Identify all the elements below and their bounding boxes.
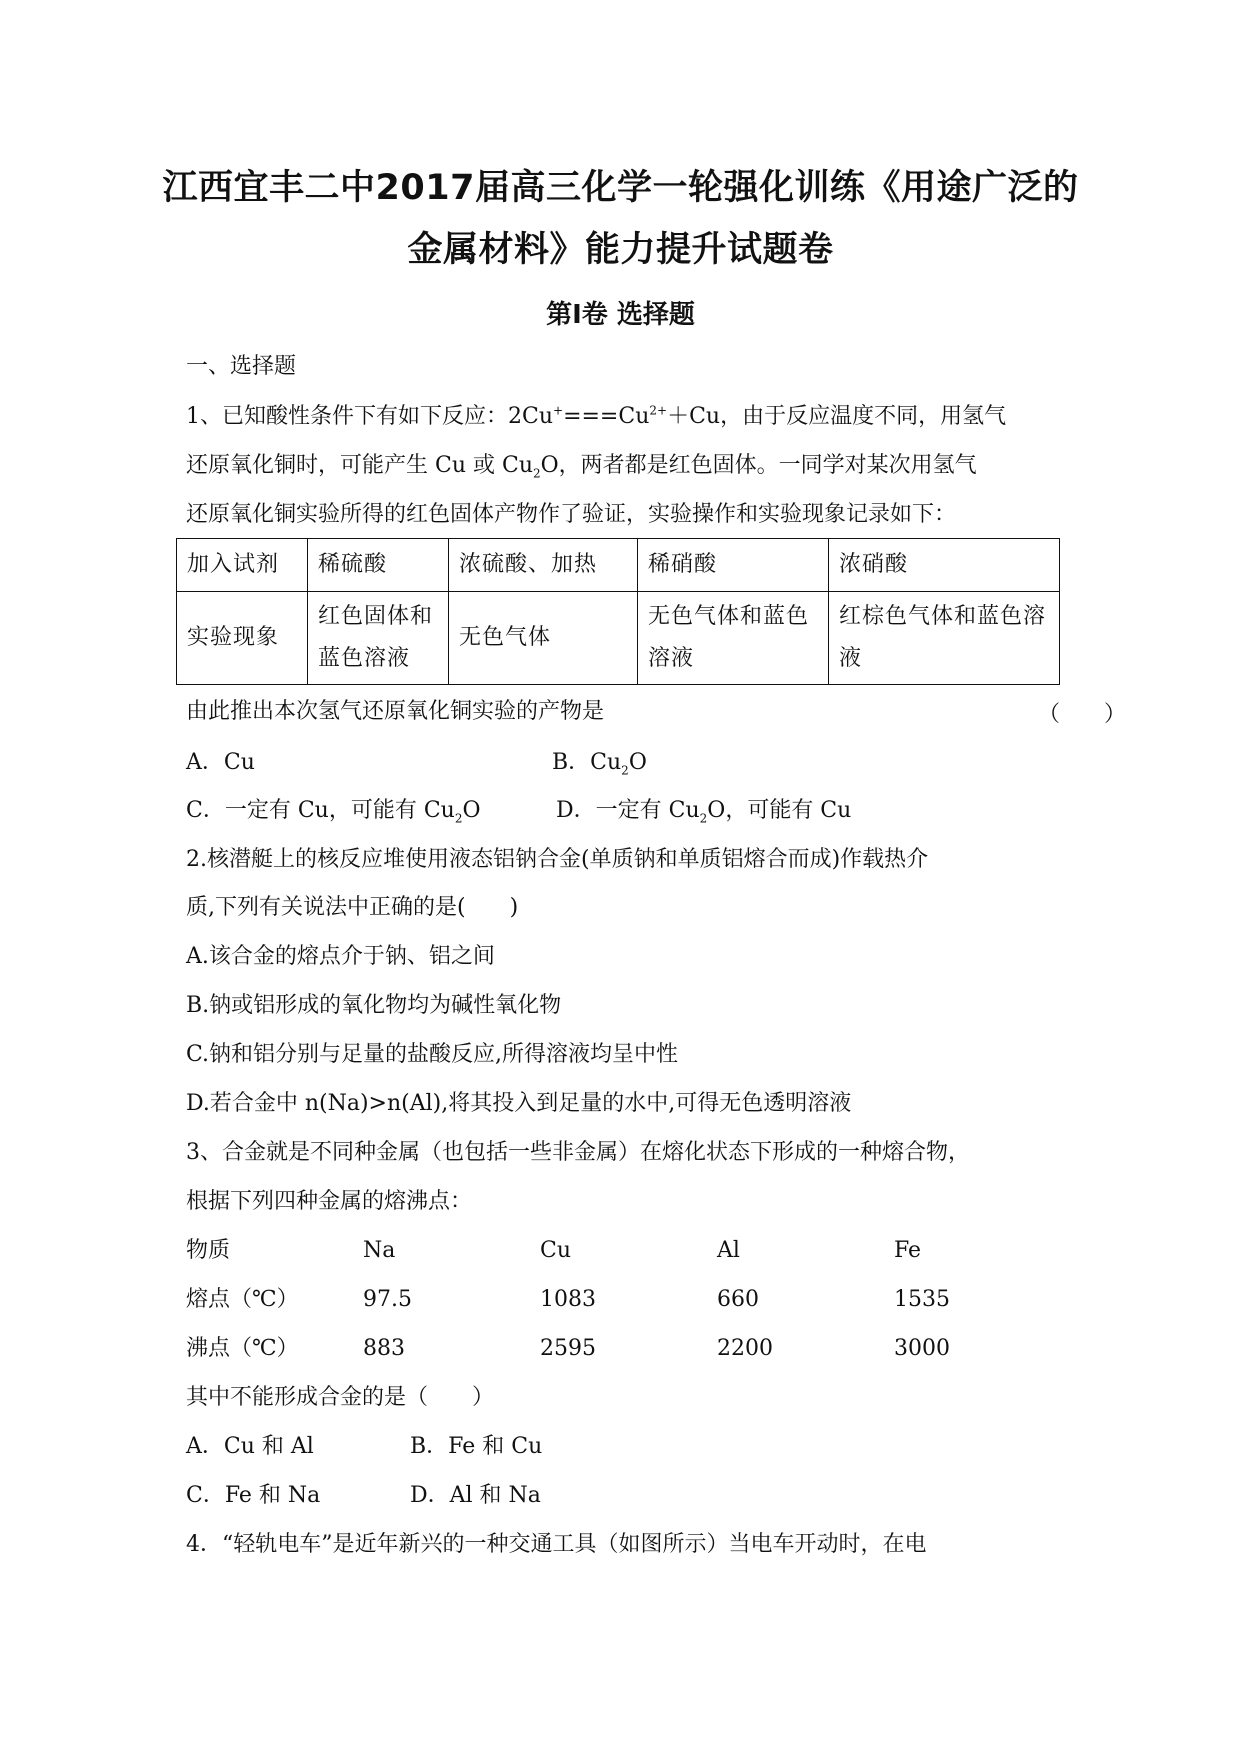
q2-option-c: C.钠和铝分别与足量的盐酸反应,所得溶液均呈中性 — [186, 1042, 679, 1067]
q2-option-d: D.若合金中 n(Na)>n(Al),将其投入到足量的水中,可得无色透明溶液 — [186, 1091, 852, 1116]
q3-line2: 根据下列四种金属的熔沸点： — [186, 1189, 473, 1214]
q3-line1: 3、合金就是不同种金属（也包括一些非金属）在熔化状态下形成的一种熔合物， — [186, 1140, 970, 1165]
q3-option-b: B．Fe 和 Cu — [410, 1434, 543, 1459]
table-cell: 883 — [363, 1336, 405, 1361]
table-row — [177, 592, 1060, 685]
table-cell: 无色气体 — [449, 592, 638, 685]
table-cell: 2200 — [717, 1336, 773, 1361]
table-cell: 无色气体和蓝色溶液 — [638, 592, 829, 685]
table-cell: 1535 — [894, 1287, 950, 1312]
experiment-table — [176, 538, 1060, 685]
table-cell: 红棕色气体和蓝色溶液 — [829, 592, 1060, 685]
table-cell: 浓硫酸、加热 — [449, 539, 638, 592]
q2-option-b: B.钠或铝形成的氧化物均为碱性氧化物 — [186, 993, 562, 1018]
q1-line2: 还原氧化铜时，可能产生 Cu 或 $Cu_2O$，两者都是红色固体。一同学对某次用氢气 — [186, 453, 977, 481]
q2-line1: 2.核潜艇上的核反应堆使用液态铝钠合金(单质钠和单质铝熔合而成)作载热介 — [186, 847, 929, 872]
section-heading: 第Ⅰ卷 选择题 — [546, 300, 695, 330]
table-cell: Fe — [894, 1238, 922, 1263]
table-cell: 3000 — [894, 1336, 950, 1361]
table-cell: 稀硝酸 — [638, 539, 829, 592]
table-cell: 浓硝酸 — [829, 539, 1060, 592]
table-cell: 97.5 — [363, 1287, 412, 1312]
q1-option-a: A．Cu — [186, 750, 255, 775]
q1-option-d: D．一定有 $Cu_2O$，可能有 Cu — [556, 798, 852, 826]
q1-line3: 还原氧化铜实验所得的红色固体产物作了验证，实验操作和实验现象记录如下： — [186, 502, 957, 527]
table-cell: 1083 — [540, 1287, 596, 1312]
table-cell: Al — [717, 1238, 740, 1263]
table-cell: 660 — [717, 1287, 759, 1312]
q2-option-a: A.该合金的熔点介于钠、铝之间 — [186, 944, 495, 969]
table-cell: 稀硫酸 — [308, 539, 449, 592]
table-cell: Cu — [540, 1238, 572, 1263]
table-cell: 红色固体和蓝色溶液 — [308, 592, 449, 685]
table-cell: 熔点（℃） — [186, 1287, 299, 1312]
table-cell: Na — [363, 1238, 396, 1263]
q3-option-d: D．Al 和 Na — [410, 1483, 541, 1508]
document-title-line1: 江西宜丰二中2017届高三化学一轮强化训练《用途广泛的 — [162, 168, 1079, 208]
q1-prompt: 由此推出本次氢气还原氧化铜实验的产物是 — [186, 699, 605, 724]
q2-line2: 质,下列有关说法中正确的是( ) — [186, 895, 519, 920]
document-title-line2: 金属材料》能力提升试题卷 — [407, 230, 834, 270]
table-cell: 沸点（℃） — [186, 1336, 299, 1361]
q1-option-b: B．$Cu_2O$ — [552, 750, 647, 778]
q4-line1: 4．“轻轨电车”是近年新兴的一种交通工具（如图所示）当电车开动时，在电 — [186, 1532, 927, 1557]
table-row — [177, 539, 1060, 592]
table-cell: 实验现象 — [177, 592, 308, 685]
part-heading: 一、选择题 — [186, 354, 297, 379]
q3-option-c: C．Fe 和 Na — [186, 1483, 321, 1508]
table-cell: 2595 — [540, 1336, 596, 1361]
q3-prompt: 其中不能形成合金的是（ ） — [186, 1385, 495, 1410]
q1-line1: 1、已知酸性条件下有如下反应：$2Cu^+===Cu^{2+}+Cu$，由于反应温度不同，用氢气 — [186, 403, 1007, 429]
answer-blank: （ ） — [1038, 702, 1127, 727]
table-cell: 加入试剂 — [177, 539, 308, 592]
q1-option-c: C．一定有 Cu，可能有 $Cu_2O$ — [186, 798, 481, 826]
q3-option-a: A．Cu 和 Al — [186, 1434, 314, 1459]
table-cell: 物质 — [186, 1238, 231, 1263]
